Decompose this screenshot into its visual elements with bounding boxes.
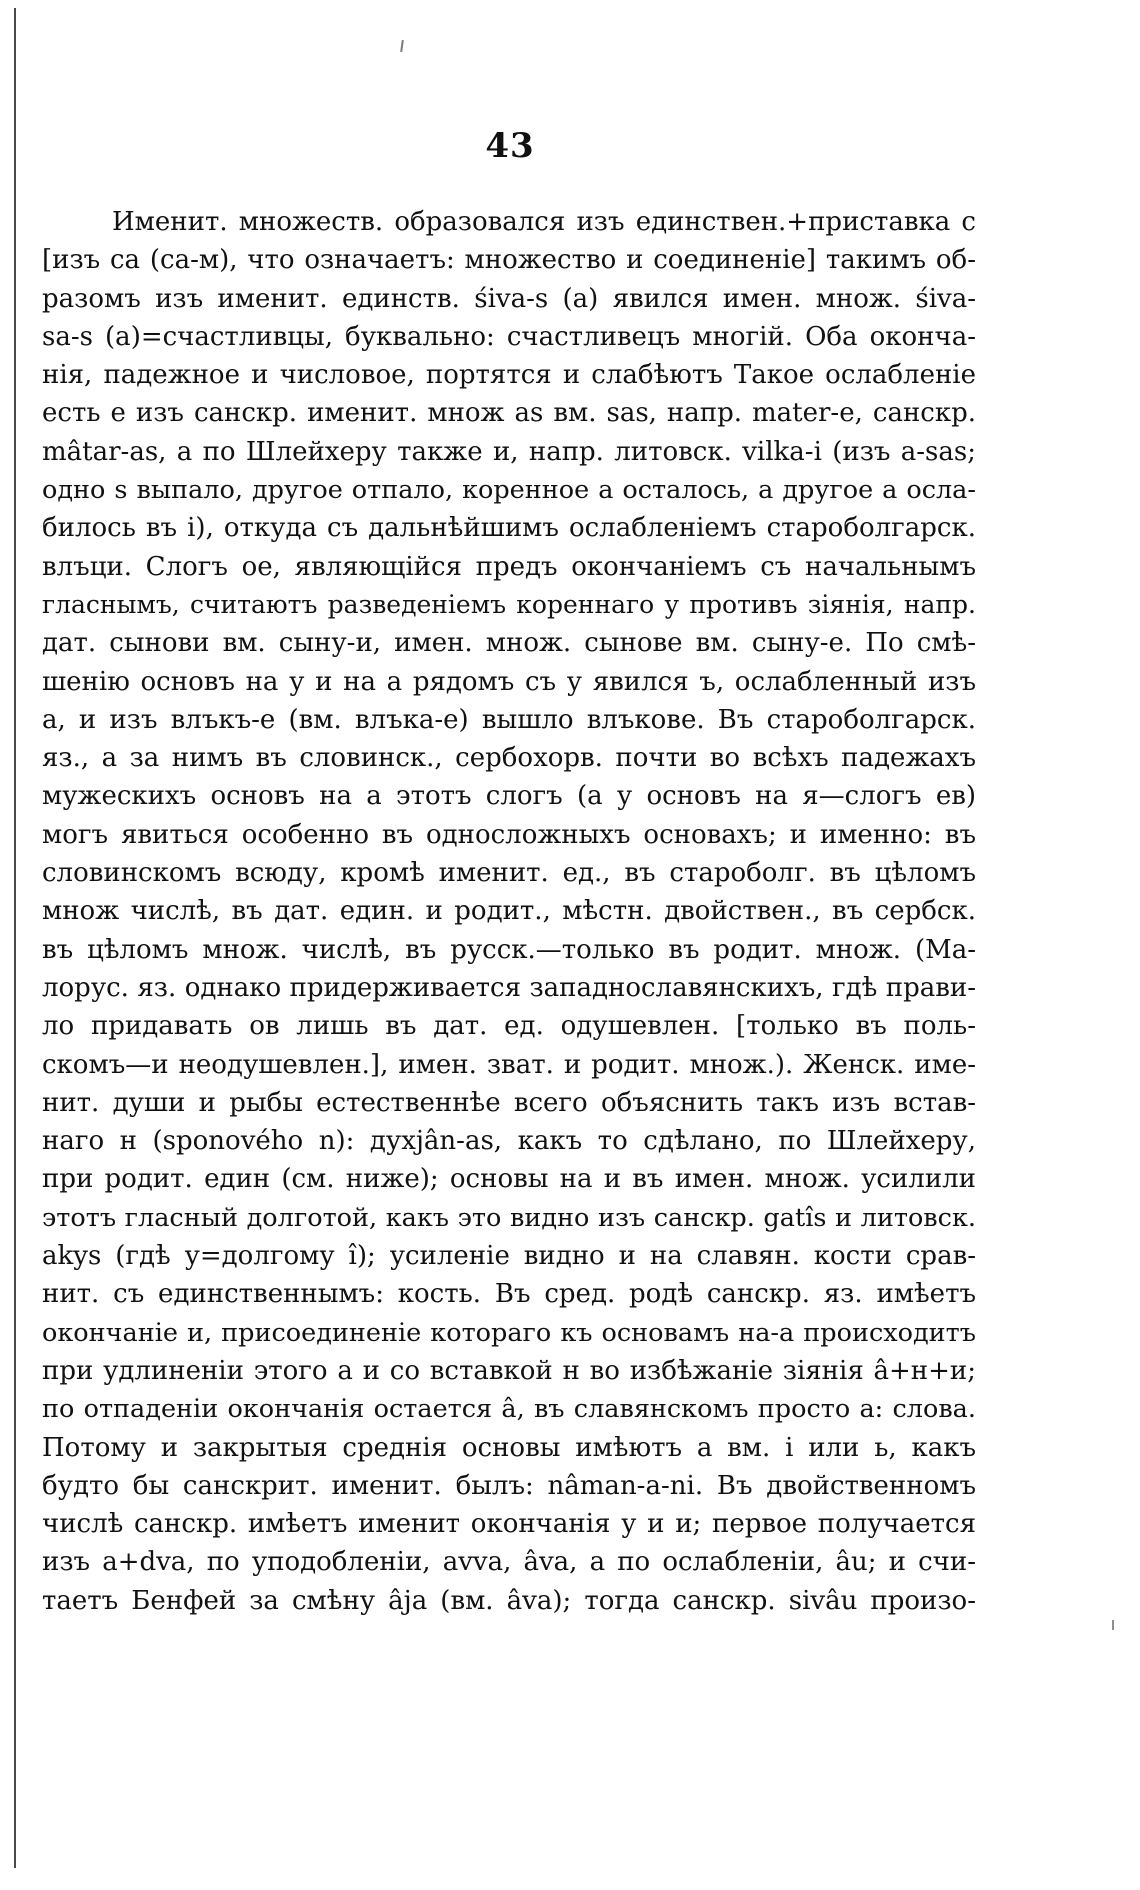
text-line: гласнымъ, считаютъ разведеніемъ кореннаго у противъ зіянія, напр. bbox=[42, 589, 976, 619]
text-line: скомъ—и неодушевлен.], имен. зват. и родит. множ.). Женск. име- bbox=[42, 1049, 976, 1080]
text-line: по отпаденіи окончанія остается â, въ славянскомъ просто а: слова. bbox=[42, 1394, 976, 1425]
text-line: есть е изъ санскр. именит. множ as вм. sas, напр. mater-e, санскр. bbox=[42, 398, 976, 429]
text-line: дат. сынови вм. сыну-и, имен. множ. сынове вм. сыну-е. По смѣ- bbox=[42, 628, 976, 659]
text-line: нит. съ единственнымъ: кость. Въ сред. родѣ санскр. яз. имѣетъ bbox=[42, 1279, 976, 1310]
text-line: Именит. множеств. образовался изъ единствен.+приставка с bbox=[112, 207, 976, 237]
text-line: словинскомъ всюду, кромѣ именит. ед., въ староболг. въ цѣломъ bbox=[42, 858, 976, 889]
scan-mark bbox=[400, 40, 404, 52]
body-text bbox=[42, 203, 976, 1620]
text-line: mâtar-as, а по Шлейхеру также и, напр. литовск. vilka-i (изъ a-sas; bbox=[42, 436, 976, 467]
text-line: при удлиненіи этого а и со вставкой н во избѣжаніе зіянія â+н+и; bbox=[42, 1355, 976, 1386]
page-number: 43 bbox=[485, 126, 535, 166]
text-line: нит. души и рыбы естественнѣе всего объяснить такъ изъ встав- bbox=[42, 1087, 976, 1118]
text-line: мужескихъ основъ на а этотъ слогъ (а у основъ на я—слогъ ев) bbox=[42, 781, 976, 812]
text-line: яз., а за нимъ въ словинск., сербохорв. почти во всѣхъ падежахъ bbox=[42, 743, 976, 774]
text-line: множ числѣ, въ дат. един. и родит., мѣстн. двойствен., въ сербск. bbox=[42, 896, 976, 927]
text-line: будто бы санскрит. именит. былъ: nâman-a-ni. Въ двойственномъ bbox=[42, 1470, 976, 1501]
text-line: окончаніе и, присоединеніе котораго къ основамъ на-а происходитъ bbox=[42, 1317, 976, 1348]
scan-mark bbox=[1112, 1620, 1114, 1630]
text-line: изъ а+dva, по уподобленіи, avva, âva, а по ослабленіи, âu; и счи- bbox=[42, 1547, 976, 1578]
text-line: Потому и закрытыя среднія основы имѣютъ а вм. і или ь, какъ bbox=[42, 1432, 976, 1463]
text-line: могъ явиться особенно въ односложныхъ основахъ; и именно: въ bbox=[42, 819, 976, 850]
text-line: при родит. един (см. ниже); основы на и въ имен. множ. усилили bbox=[42, 1164, 976, 1195]
text-line: sa-s (a)=счастливцы, буквально: счастливецъ многій. Оба оконча- bbox=[42, 321, 976, 352]
scan-edge-line bbox=[14, 8, 16, 1868]
text-line: [изъ са (са-м), что означаетъ: множество и соединеніе] такимъ об- bbox=[42, 245, 976, 276]
text-line: лорус. яз. однако придерживается западнославянскихъ, гдѣ прави- bbox=[42, 972, 976, 1003]
text-line: таетъ Бенфей за смѣну âja (вм. âva); тогда санскр. sivâu произо- bbox=[42, 1585, 976, 1616]
text-line: разомъ изъ именит. единств. śiva-s (a) явился имен. множ. śiva- bbox=[42, 283, 976, 314]
text-line: ло придавать ов лишь въ дат. ед. одушевлен. [только въ поль- bbox=[42, 1011, 976, 1042]
text-line: нія, падежное и числовое, портятся и слабѣютъ Такое ослабленіе bbox=[42, 360, 976, 391]
text-line: шенію основъ на у и на а рядомъ съ у явился ъ, ослабленный изъ bbox=[42, 666, 976, 697]
text-line: а, и изъ влъкъ-е (вм. влъка-е) вышло влъкове. Въ староболгарск. bbox=[42, 704, 976, 735]
text-line: этотъ гласный долготой, какъ это видно изъ санскр. gatîs и литовск. bbox=[42, 1202, 976, 1233]
text-line: наго н (sponového n): духјân-as, какъ то сдѣлано, по Шлейхеру, bbox=[42, 1126, 976, 1157]
text-line: одно s выпало, другое отпало, коренное а осталось, а другое а осла- bbox=[42, 475, 976, 506]
text-line: akys (гдѣ у=долгому î); усиленіе видно и на славян. кости срав- bbox=[42, 1241, 976, 1272]
text-line: влъци. Слогъ ое, являющійся предъ окончаніемъ съ начальнымъ bbox=[42, 551, 976, 582]
text-line: билось въ i), откуда съ дальнѣйшимъ ослабленіемъ староболгарск. bbox=[42, 513, 976, 544]
text-line: числѣ санскр. имѣетъ именит окончанія у и и; первое получается bbox=[42, 1509, 976, 1540]
text-line: въ цѣломъ множ. числѣ, въ русск.—только въ родит. множ. (Ма- bbox=[42, 934, 976, 965]
